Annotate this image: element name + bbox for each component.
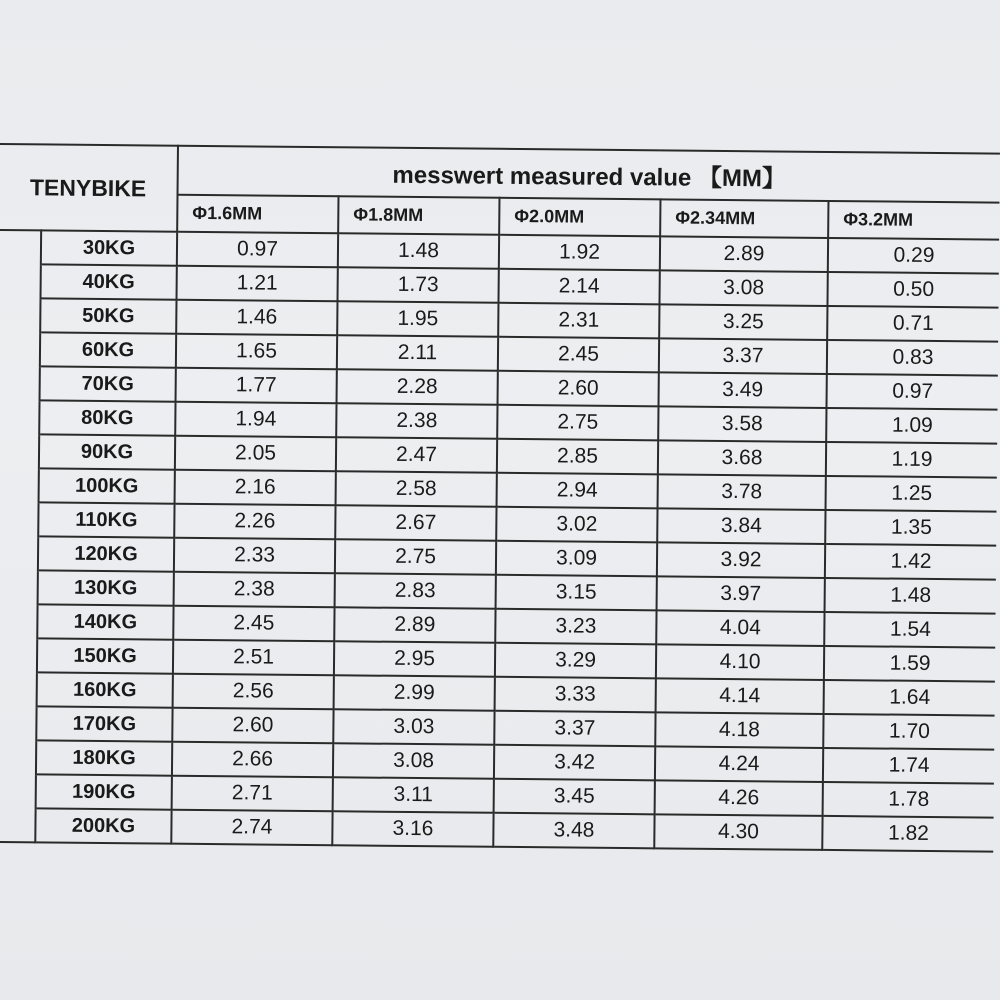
value-cell: 2.51 xyxy=(173,640,334,676)
row-spacer xyxy=(0,536,38,570)
value-cell: 3.37 xyxy=(494,711,655,747)
row-spacer xyxy=(0,808,36,842)
value-cell: 2.33 xyxy=(174,538,335,574)
column-header: Φ3.2MM xyxy=(828,201,999,239)
row-spacer xyxy=(0,740,36,774)
value-cell: 0.29 xyxy=(828,238,999,274)
value-cell: 3.02 xyxy=(496,507,657,543)
load-cell: 90KG xyxy=(39,434,175,469)
value-cell: 1.65 xyxy=(176,334,337,370)
row-spacer xyxy=(0,672,37,706)
value-cell: 2.75 xyxy=(335,539,496,575)
value-cell: 3.37 xyxy=(659,338,827,374)
value-cell: 2.89 xyxy=(660,236,828,272)
value-cell: 4.14 xyxy=(656,678,824,714)
load-cell: 70KG xyxy=(40,366,176,401)
value-cell: 3.08 xyxy=(659,270,827,306)
value-cell: 2.58 xyxy=(336,471,497,507)
value-cell: 0.97 xyxy=(177,232,338,268)
row-spacer xyxy=(0,332,40,366)
row-spacer xyxy=(0,434,39,468)
load-cell: 140KG xyxy=(37,604,173,639)
value-cell: 2.89 xyxy=(334,607,495,643)
value-cell: 2.26 xyxy=(174,504,335,540)
value-cell: 1.82 xyxy=(822,816,993,852)
column-header: Φ2.0MM xyxy=(499,198,660,236)
row-spacer xyxy=(0,570,38,604)
value-cell: 2.60 xyxy=(172,708,333,744)
value-cell: 3.49 xyxy=(659,372,827,408)
column-header: Φ2.34MM xyxy=(660,199,828,237)
load-cell: 180KG xyxy=(36,740,172,775)
value-cell: 2.67 xyxy=(335,505,496,541)
row-spacer xyxy=(0,502,39,536)
value-cell: 3.48 xyxy=(493,813,654,849)
row-spacer xyxy=(0,774,36,808)
value-cell: 0.71 xyxy=(827,306,998,342)
value-cell: 2.47 xyxy=(336,437,497,473)
table-title: messwert measured value 【MM】 xyxy=(178,146,1000,203)
value-cell: 3.68 xyxy=(658,440,826,476)
value-cell: 3.78 xyxy=(658,474,826,510)
load-cell: 170KG xyxy=(36,706,172,741)
value-cell: 1.21 xyxy=(177,266,338,302)
value-cell: 3.42 xyxy=(494,745,655,781)
load-cell: 150KG xyxy=(37,638,173,673)
value-cell: 1.94 xyxy=(175,402,336,438)
value-cell: 1.48 xyxy=(825,578,996,614)
value-cell: 3.45 xyxy=(494,779,655,815)
value-cell: 2.85 xyxy=(497,439,658,475)
value-cell: 3.29 xyxy=(495,643,656,679)
value-cell: 4.04 xyxy=(656,610,824,646)
measurement-table xyxy=(0,143,1000,853)
value-cell: 2.60 xyxy=(498,371,659,407)
value-cell: 2.74 xyxy=(171,810,332,846)
value-cell: 3.33 xyxy=(495,677,656,713)
row-spacer xyxy=(0,638,37,672)
value-cell: 1.74 xyxy=(823,748,994,784)
value-cell: 3.97 xyxy=(657,576,825,612)
load-cell: 200KG xyxy=(35,808,171,843)
value-cell: 2.83 xyxy=(335,573,496,609)
value-cell: 2.45 xyxy=(173,606,334,642)
value-cell: 1.42 xyxy=(825,544,996,580)
value-cell: 3.09 xyxy=(496,541,657,577)
column-header: Φ1.8MM xyxy=(338,196,499,234)
value-cell: 1.59 xyxy=(824,646,995,682)
value-cell: 4.18 xyxy=(655,712,823,748)
load-cell: 30KG xyxy=(41,230,177,265)
value-cell: 3.15 xyxy=(496,575,657,611)
value-cell: 2.38 xyxy=(336,403,497,439)
load-cell: 130KG xyxy=(38,570,174,605)
value-cell: 4.24 xyxy=(655,746,823,782)
value-cell: 3.16 xyxy=(332,811,493,847)
load-cell: 120KG xyxy=(38,536,174,571)
value-cell: 1.77 xyxy=(176,368,337,404)
load-cell: 190KG xyxy=(36,774,172,809)
load-cell: 160KG xyxy=(37,672,173,707)
row-spacer xyxy=(0,604,38,638)
row-spacer xyxy=(0,366,40,400)
value-cell: 4.10 xyxy=(656,644,824,680)
load-cell: 110KG xyxy=(38,502,174,537)
value-cell: 1.35 xyxy=(825,510,996,546)
value-cell: 2.94 xyxy=(497,473,658,509)
value-cell: 4.30 xyxy=(654,814,822,850)
value-cell: 3.08 xyxy=(333,743,494,779)
value-cell: 1.70 xyxy=(823,714,994,750)
value-cell: 2.95 xyxy=(334,641,495,677)
value-cell: 3.25 xyxy=(659,304,827,340)
row-spacer xyxy=(0,400,40,434)
value-cell: 1.48 xyxy=(338,233,499,269)
value-cell: 3.23 xyxy=(495,609,656,645)
value-cell: 3.84 xyxy=(657,508,825,544)
value-cell: 2.14 xyxy=(499,269,660,305)
value-cell: 2.56 xyxy=(173,674,334,710)
value-cell: 2.75 xyxy=(497,405,658,441)
value-cell: 3.92 xyxy=(657,542,825,578)
brand-cell: TENYBIKE xyxy=(0,144,178,232)
load-cell: 100KG xyxy=(39,468,175,503)
load-cell: 40KG xyxy=(41,264,177,299)
value-cell: 1.25 xyxy=(826,476,997,512)
load-cell: 60KG xyxy=(40,332,176,367)
value-cell: 4.26 xyxy=(655,780,823,816)
value-cell: 1.78 xyxy=(823,782,994,818)
value-cell: 2.16 xyxy=(175,470,336,506)
row-spacer xyxy=(0,264,41,298)
load-cell: 80KG xyxy=(39,400,175,435)
table-body xyxy=(0,230,999,852)
row-spacer xyxy=(0,230,41,264)
value-cell: 2.38 xyxy=(174,572,335,608)
value-cell: 2.11 xyxy=(337,335,498,371)
load-cell: 50KG xyxy=(40,298,176,333)
value-cell: 3.58 xyxy=(658,406,826,442)
value-cell: 1.46 xyxy=(176,300,337,336)
value-cell: 2.45 xyxy=(498,337,659,373)
value-cell: 3.11 xyxy=(333,777,494,813)
value-cell: 1.73 xyxy=(338,267,499,303)
value-cell: 1.95 xyxy=(337,301,498,337)
row-spacer xyxy=(0,468,39,502)
value-cell: 2.31 xyxy=(498,303,659,339)
value-cell: 1.54 xyxy=(824,612,995,648)
column-header: Φ1.6MM xyxy=(177,195,338,233)
value-cell: 1.92 xyxy=(499,235,660,271)
value-cell: 1.64 xyxy=(824,680,995,716)
value-cell: 3.03 xyxy=(333,709,494,745)
value-cell: 1.09 xyxy=(826,408,997,444)
value-cell: 2.99 xyxy=(334,675,495,711)
value-cell: 0.50 xyxy=(827,272,998,308)
row-spacer xyxy=(0,706,37,740)
value-cell: 0.83 xyxy=(827,340,998,376)
value-cell: 2.66 xyxy=(172,742,333,778)
value-cell: 2.71 xyxy=(172,776,333,812)
table-title-row xyxy=(0,144,1000,203)
value-cell: 2.05 xyxy=(175,436,336,472)
value-cell: 2.28 xyxy=(337,369,498,405)
row-spacer xyxy=(0,298,41,332)
value-cell: 1.19 xyxy=(826,442,997,478)
value-cell: 0.97 xyxy=(827,374,998,410)
